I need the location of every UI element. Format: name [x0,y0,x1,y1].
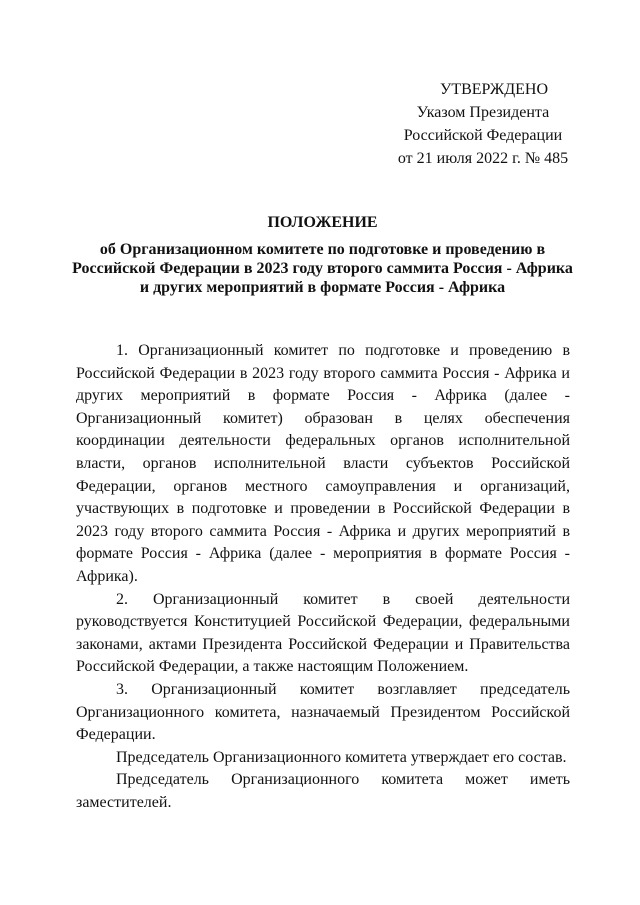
paragraph-2: 2. Организационный комитет в своей деятельности руководствуется Конституцией Российской Федерации, федеральными законами, актами Президента Российской Федерации и Правительства Российской Федерации, а также настоящим Положением. [76,590,570,676]
approval-line-decree: Указом Президента [416,104,550,121]
approval-stamp [388,78,578,170]
approval-heading: УТВЕРЖДЕНО [439,81,548,98]
paragraph-3: 3. Организационный комитет возглавляет председатель Организационного комитета, назначаемый Президентом Российской Федерации. [76,680,570,744]
document-subtitle: об Организационном комитете по подготовке и проведению в Российской Федерации в 2023 году второго саммита Россия - Африка и других мероприятий в формате Россия - Африка [72,241,573,296]
document-title-block [70,213,575,297]
approval-line-date: от 21 июля 2022 г. № 485 [397,150,569,167]
paragraph-5: Председатель Организационного комитета может иметь заместителей. [76,771,570,811]
paragraph-1: 1. Организационный комитет по подготовке и проведению в Российской Федерации в 2023 году второго саммита Россия - Африка и других мероприятий в формате Россия - Африка (далее - Организационный комитет) образован в целях обеспечения координации деятельности федеральных органов исполнительной власти, органов исполнительной власти субъектов Российской Федерации, органов местного самоуправления и организаций, участвующих в подготовке и проведении в Российской Федерации в 2023 году второго саммита Россия - Африка и других мероприятий в формате Россия - Африка (далее - мероприятия в формате Россия - Африка). [76,342,570,585]
document-title: ПОЛОЖЕНИЕ [267,214,378,231]
document-body [76,340,570,814]
approval-line-country: Российской Федерации [403,127,563,144]
paragraph-4: Председатель Организационного комитета утверждает его состав. [116,748,567,766]
